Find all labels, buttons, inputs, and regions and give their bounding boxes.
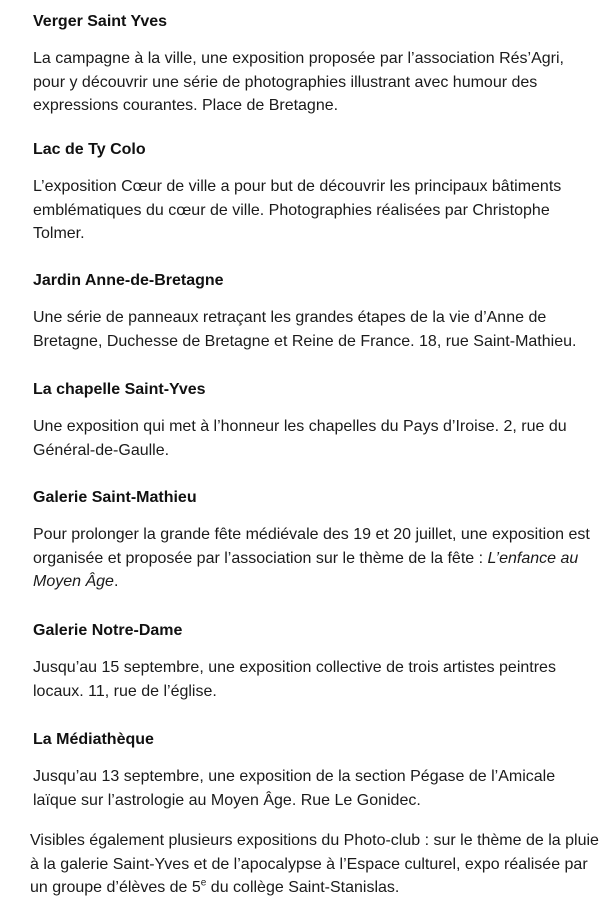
entry-description: Une série de panneaux retraçant les grandes étapes de la vie d’Anne de Bretagne, Duchesse de Bretagne et Reine de France. 18, rue Saint-Mathieu. [33,309,577,350]
entry-mediatheque [33,730,598,809]
entry-description: Une exposition qui met à l’honneur les chapelles du Pays d’Iroise. 2, rue du Général-de-Gaulle. [33,418,567,459]
entry-galerie-saint-mathieu [33,488,598,591]
entry-description-text: Pour prolonger la grande fête médiévale des 19 et 20 juillet, une exposition est organisée et proposée par l’association sur le thème de la fête : [33,526,590,567]
entry-title: Lac de Ty Colo [33,141,146,158]
entry-title: Galerie Notre-Dame [33,622,183,639]
entry-description: Jusqu’au 13 septembre, une exposition de la section Pégase de l’Amicale laïque sur l’astrologie au Moyen Âge. Rue Le Gonidec. [33,768,556,809]
entry-title: La Médiathèque [33,731,154,748]
entry-description: L’exposition Cœur de ville a pour but de découvrir les principaux bâtiments emblématiques du cœur de ville. Photographies réalisées par Christophe Tolmer. [33,178,562,243]
entry-chapelle-saint-yves [33,380,598,459]
entry-jardin-anne-de-bretagne [33,271,598,350]
closing-paragraph [30,829,600,900]
entry-galerie-notre-dame [33,621,598,700]
closing-text-end: du collège Saint-Stanislas. [206,879,400,897]
entry-title: Galerie Saint-Mathieu [33,489,197,506]
entry-description: Jusqu’au 15 septembre, une exposition collective de trois artistes peintres locaux. 11, rue de l’église. [33,659,556,700]
entry-lac-de-ty-colo [33,140,598,243]
entry-title: Jardin Anne-de-Bretagne [33,272,224,289]
closing-text: Visibles également plusieurs expositions du Photo-club : sur le thème de la pluie à la galerie Saint-Yves et de l’apocalypse à l’Espace culturel, expo réalisée par un groupe d’élèves de 5 [30,832,599,897]
entry-description: La campagne à la ville, une exposition proposée par l’association Rés’Agri, pour y découvrir une série de photographies illustrant avec humour des expressions courantes. Place de Bretagne. [33,50,564,115]
entry-description-end: . [113,573,119,591]
exhibition-theme: L’enfance au Moyen Âge [33,549,579,591]
entry-title: Verger Saint Yves [33,13,168,30]
entry-verger-saint-yves [33,12,598,115]
entry-description [33,523,598,594]
entry-title: La chapelle Saint-Yves [33,381,206,398]
ordinal-superscript: e [200,878,207,890]
